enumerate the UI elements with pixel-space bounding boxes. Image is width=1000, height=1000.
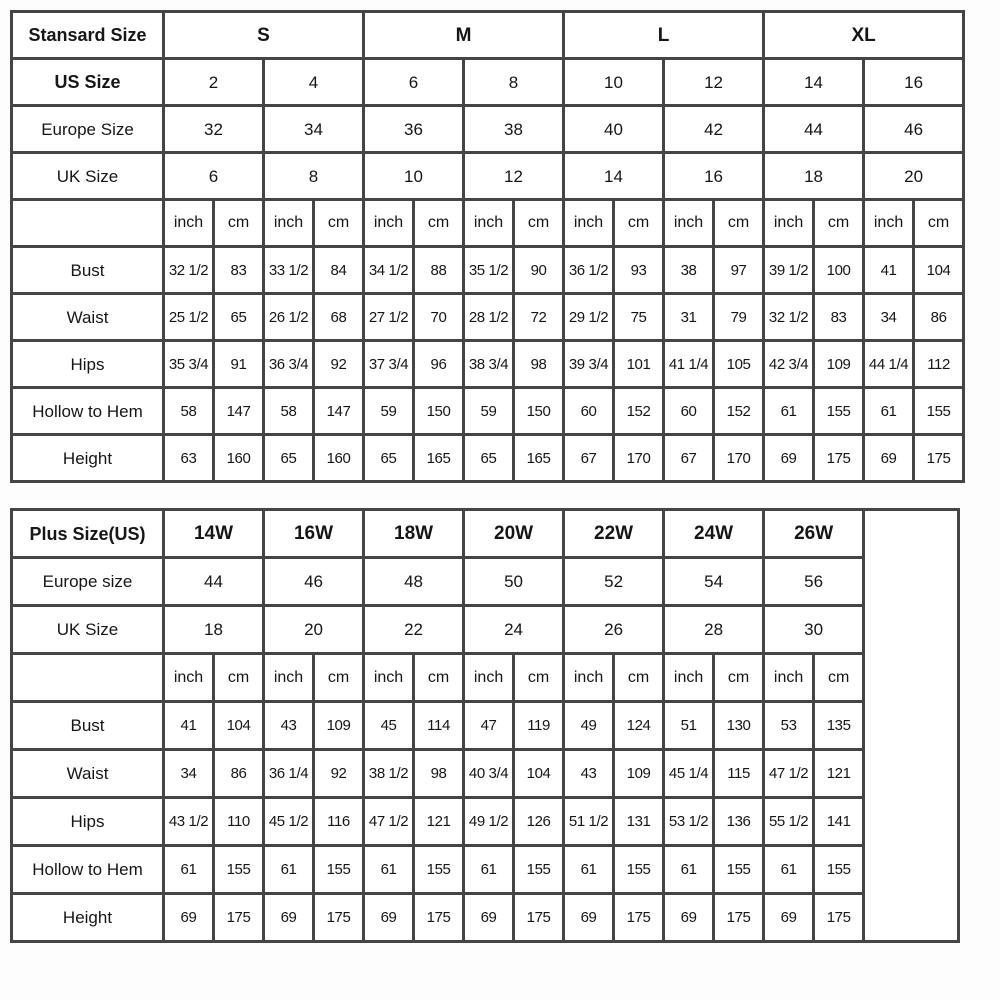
measure-value-cell: 135 [814, 702, 864, 750]
measure-value-cell: 35 3/4 [164, 341, 214, 388]
unit-label-cell: inch [464, 654, 514, 702]
row-label: US Size [12, 59, 164, 106]
measure-value-cell: 67 [564, 435, 614, 482]
measure-value-cell: 109 [814, 341, 864, 388]
measure-value-cell: 65 [264, 435, 314, 482]
unit-label-cell: inch [564, 654, 614, 702]
measure-value-cell: 105 [714, 341, 764, 388]
measure-value-cell: 136 [714, 798, 764, 846]
size-value-cell: 46 [264, 558, 364, 606]
size-value-cell: 40 [564, 106, 664, 153]
measure-value-cell: 155 [614, 846, 664, 894]
measure-value-cell: 152 [614, 388, 664, 435]
measure-value-cell: 35 1/2 [464, 247, 514, 294]
measure-value-cell: 67 [664, 435, 714, 482]
unit-label-cell: inch [564, 200, 614, 247]
measure-value-cell: 155 [714, 846, 764, 894]
size-value-cell: 6 [164, 153, 264, 200]
measure-value-cell: 69 [864, 435, 914, 482]
measure-value-cell: 38 3/4 [464, 341, 514, 388]
empty-label-cell [12, 654, 164, 702]
unit-label-cell: cm [914, 200, 964, 247]
measure-value-cell: 36 1/4 [264, 750, 314, 798]
unit-label-cell: inch [264, 200, 314, 247]
measure-value-cell: 86 [214, 750, 264, 798]
measure-value-cell: 38 1/2 [364, 750, 414, 798]
measure-value-cell: 91 [214, 341, 264, 388]
measure-value-cell: 70 [414, 294, 464, 341]
size-value-cell: 14 [564, 153, 664, 200]
measure-value-cell: 32 1/2 [764, 294, 814, 341]
row-label: UK Size [12, 606, 164, 654]
size-value-cell: 42 [664, 106, 764, 153]
measure-value-cell: 69 [664, 894, 714, 942]
measure-value-cell: 150 [514, 388, 564, 435]
measure-value-cell: 104 [214, 702, 264, 750]
measure-value-cell: 44 1/4 [864, 341, 914, 388]
measure-value-cell: 98 [414, 750, 464, 798]
size-chart-tables [10, 10, 1000, 943]
measure-value-cell: 51 [664, 702, 714, 750]
size-value-cell: 20 [264, 606, 364, 654]
measure-value-cell: 170 [714, 435, 764, 482]
measure-value-cell: 121 [414, 798, 464, 846]
unit-label-cell: inch [464, 200, 514, 247]
measure-value-cell: 51 1/2 [564, 798, 614, 846]
measure-value-cell: 147 [214, 388, 264, 435]
measure-value-cell: 147 [314, 388, 364, 435]
unit-label-cell: inch [864, 200, 914, 247]
measure-value-cell: 34 [864, 294, 914, 341]
measure-value-cell: 31 [664, 294, 714, 341]
measure-value-cell: 93 [614, 247, 664, 294]
unit-label-cell: cm [214, 200, 264, 247]
size-value-cell: 18 [764, 153, 864, 200]
row-label: Waist [12, 750, 164, 798]
measure-value-cell: 61 [664, 846, 714, 894]
size-value-cell: 46 [864, 106, 964, 153]
measure-value-cell: 47 [464, 702, 514, 750]
unit-label-cell: cm [514, 200, 564, 247]
size-value-cell: 22 [364, 606, 464, 654]
measure-value-cell: 114 [414, 702, 464, 750]
size-value-cell: 32 [164, 106, 264, 153]
measure-value-cell: 53 [764, 702, 814, 750]
measure-value-cell: 101 [614, 341, 664, 388]
size-group-header: 14W [164, 510, 264, 558]
measure-value-cell: 75 [614, 294, 664, 341]
measure-value-cell: 84 [314, 247, 364, 294]
size-group-header: 18W [364, 510, 464, 558]
unit-label-cell: cm [714, 654, 764, 702]
measure-value-cell: 110 [214, 798, 264, 846]
unit-label-cell: inch [764, 654, 814, 702]
size-value-cell: 24 [464, 606, 564, 654]
measure-value-cell: 175 [314, 894, 364, 942]
unit-label-cell: inch [264, 654, 314, 702]
size-group-header: 16W [264, 510, 364, 558]
measure-value-cell: 155 [814, 388, 864, 435]
unit-label-cell: cm [814, 654, 864, 702]
measure-value-cell: 124 [614, 702, 664, 750]
measure-value-cell: 116 [314, 798, 364, 846]
measure-value-cell: 43 [564, 750, 614, 798]
standard-size-table [10, 10, 965, 483]
measure-value-cell: 152 [714, 388, 764, 435]
measure-value-cell: 69 [564, 894, 614, 942]
measure-value-cell: 121 [814, 750, 864, 798]
measure-value-cell: 175 [714, 894, 764, 942]
measure-value-cell: 69 [764, 435, 814, 482]
empty-label-cell [12, 200, 164, 247]
measure-value-cell: 68 [314, 294, 364, 341]
unit-label-cell: cm [214, 654, 264, 702]
row-label: Waist [12, 294, 164, 341]
measure-value-cell: 60 [664, 388, 714, 435]
measure-value-cell: 37 3/4 [364, 341, 414, 388]
measure-value-cell: 61 [264, 846, 314, 894]
measure-value-cell: 115 [714, 750, 764, 798]
size-value-cell: 4 [264, 59, 364, 106]
measure-value-cell: 61 [164, 846, 214, 894]
measure-value-cell: 90 [514, 247, 564, 294]
unit-label-cell: inch [664, 654, 714, 702]
row-label: Hips [12, 341, 164, 388]
measure-value-cell: 45 1/4 [664, 750, 714, 798]
measure-value-cell: 165 [414, 435, 464, 482]
measure-value-cell: 97 [714, 247, 764, 294]
size-value-cell: 52 [564, 558, 664, 606]
measure-value-cell: 141 [814, 798, 864, 846]
measure-value-cell: 155 [914, 388, 964, 435]
measure-value-cell: 83 [214, 247, 264, 294]
measure-value-cell: 104 [514, 750, 564, 798]
measure-value-cell: 65 [364, 435, 414, 482]
measure-value-cell: 112 [914, 341, 964, 388]
size-value-cell: 16 [664, 153, 764, 200]
measure-value-cell: 104 [914, 247, 964, 294]
size-value-cell: 12 [664, 59, 764, 106]
size-value-cell: 50 [464, 558, 564, 606]
measure-value-cell: 43 1/2 [164, 798, 214, 846]
row-label: Bust [12, 702, 164, 750]
measure-value-cell: 160 [314, 435, 364, 482]
size-group-header: 26W [764, 510, 864, 558]
measure-value-cell: 175 [814, 435, 864, 482]
measure-value-cell: 61 [464, 846, 514, 894]
size-value-cell: 18 [164, 606, 264, 654]
measure-value-cell: 88 [414, 247, 464, 294]
size-value-cell: 8 [464, 59, 564, 106]
size-value-cell: 8 [264, 153, 364, 200]
measure-value-cell: 69 [164, 894, 214, 942]
measure-value-cell: 53 1/2 [664, 798, 714, 846]
size-value-cell: 56 [764, 558, 864, 606]
unit-label-cell: cm [514, 654, 564, 702]
measure-value-cell: 42 3/4 [764, 341, 814, 388]
plus-size-table [10, 508, 960, 943]
size-value-cell: 10 [564, 59, 664, 106]
measure-value-cell: 63 [164, 435, 214, 482]
measure-value-cell: 41 [164, 702, 214, 750]
size-value-cell: 26 [564, 606, 664, 654]
unit-label-cell: cm [614, 200, 664, 247]
measure-value-cell: 47 1/2 [764, 750, 814, 798]
row-label: Height [12, 435, 164, 482]
measure-value-cell: 96 [414, 341, 464, 388]
measure-value-cell: 45 [364, 702, 414, 750]
unit-label-cell: inch [764, 200, 814, 247]
measure-value-cell: 175 [414, 894, 464, 942]
measure-value-cell: 49 1/2 [464, 798, 514, 846]
measure-value-cell: 34 1/2 [364, 247, 414, 294]
unit-label-cell: cm [414, 200, 464, 247]
measure-value-cell: 150 [414, 388, 464, 435]
measure-value-cell: 109 [314, 702, 364, 750]
measure-value-cell: 69 [464, 894, 514, 942]
size-value-cell: 6 [364, 59, 464, 106]
row-label: UK Size [12, 153, 164, 200]
measure-value-cell: 36 1/2 [564, 247, 614, 294]
standard-size-table-title: Stansard Size [12, 12, 164, 59]
measure-value-cell: 175 [214, 894, 264, 942]
measure-value-cell: 45 1/2 [264, 798, 314, 846]
measure-value-cell: 175 [614, 894, 664, 942]
size-value-cell: 16 [864, 59, 964, 106]
measure-value-cell: 47 1/2 [364, 798, 414, 846]
size-group-header: 24W [664, 510, 764, 558]
measure-value-cell: 155 [214, 846, 264, 894]
measure-value-cell: 61 [764, 846, 814, 894]
measure-value-cell: 131 [614, 798, 664, 846]
measure-value-cell: 33 1/2 [264, 247, 314, 294]
row-label: Hollow to Hem [12, 846, 164, 894]
measure-value-cell: 175 [914, 435, 964, 482]
measure-value-cell: 65 [464, 435, 514, 482]
measure-value-cell: 27 1/2 [364, 294, 414, 341]
measure-value-cell: 41 1/4 [664, 341, 714, 388]
size-value-cell: 44 [164, 558, 264, 606]
size-group-header: 22W [564, 510, 664, 558]
measure-value-cell: 69 [764, 894, 814, 942]
measure-value-cell: 26 1/2 [264, 294, 314, 341]
measure-value-cell: 58 [164, 388, 214, 435]
measure-value-cell: 160 [214, 435, 264, 482]
row-label: Bust [12, 247, 164, 294]
measure-value-cell: 39 1/2 [764, 247, 814, 294]
measure-value-cell: 109 [614, 750, 664, 798]
size-value-cell: 20 [864, 153, 964, 200]
measure-value-cell: 59 [364, 388, 414, 435]
measure-value-cell: 155 [414, 846, 464, 894]
size-group-header: XL [764, 12, 964, 59]
measure-value-cell: 38 [664, 247, 714, 294]
measure-value-cell: 40 3/4 [464, 750, 514, 798]
unit-label-cell: inch [364, 654, 414, 702]
unit-label-cell: cm [414, 654, 464, 702]
measure-value-cell: 61 [564, 846, 614, 894]
size-value-cell: 38 [464, 106, 564, 153]
size-value-cell: 30 [764, 606, 864, 654]
measure-value-cell: 34 [164, 750, 214, 798]
measure-value-cell: 69 [364, 894, 414, 942]
measure-value-cell: 55 1/2 [764, 798, 814, 846]
measure-value-cell: 32 1/2 [164, 247, 214, 294]
size-value-cell: 28 [664, 606, 764, 654]
unit-label-cell: inch [164, 654, 214, 702]
measure-value-cell: 126 [514, 798, 564, 846]
measure-value-cell: 61 [864, 388, 914, 435]
row-label: Hollow to Hem [12, 388, 164, 435]
measure-value-cell: 98 [514, 341, 564, 388]
size-group-header: S [164, 12, 364, 59]
measure-value-cell: 86 [914, 294, 964, 341]
measure-value-cell: 28 1/2 [464, 294, 514, 341]
size-value-cell: 34 [264, 106, 364, 153]
plus-size-table-title: Plus Size(US) [12, 510, 164, 558]
measure-value-cell: 43 [264, 702, 314, 750]
measure-value-cell: 41 [864, 247, 914, 294]
measure-value-cell: 29 1/2 [564, 294, 614, 341]
measure-value-cell: 83 [814, 294, 864, 341]
unit-label-cell: cm [714, 200, 764, 247]
size-value-cell: 2 [164, 59, 264, 106]
size-group-header: L [564, 12, 764, 59]
size-group-header: M [364, 12, 564, 59]
measure-value-cell: 155 [814, 846, 864, 894]
size-value-cell: 36 [364, 106, 464, 153]
measure-value-cell: 175 [514, 894, 564, 942]
size-value-cell: 14 [764, 59, 864, 106]
row-label: Hips [12, 798, 164, 846]
measure-value-cell: 165 [514, 435, 564, 482]
measure-value-cell: 79 [714, 294, 764, 341]
measure-value-cell: 61 [364, 846, 414, 894]
measure-value-cell: 39 3/4 [564, 341, 614, 388]
measure-value-cell: 25 1/2 [164, 294, 214, 341]
size-value-cell: 12 [464, 153, 564, 200]
measure-value-cell: 155 [514, 846, 564, 894]
measure-value-cell: 65 [214, 294, 264, 341]
unit-label-cell: cm [314, 654, 364, 702]
unit-label-cell: inch [164, 200, 214, 247]
measure-value-cell: 175 [814, 894, 864, 942]
measure-value-cell: 100 [814, 247, 864, 294]
measure-value-cell: 60 [564, 388, 614, 435]
measure-value-cell: 59 [464, 388, 514, 435]
row-label: Europe size [12, 558, 164, 606]
unit-label-cell: inch [364, 200, 414, 247]
measure-value-cell: 36 3/4 [264, 341, 314, 388]
measure-value-cell: 119 [514, 702, 564, 750]
measure-value-cell: 69 [264, 894, 314, 942]
measure-value-cell: 170 [614, 435, 664, 482]
row-label: Europe Size [12, 106, 164, 153]
trailing-empty-cell [864, 510, 959, 942]
size-value-cell: 10 [364, 153, 464, 200]
measure-value-cell: 92 [314, 750, 364, 798]
size-value-cell: 48 [364, 558, 464, 606]
unit-label-cell: inch [664, 200, 714, 247]
unit-label-cell: cm [614, 654, 664, 702]
size-value-cell: 54 [664, 558, 764, 606]
measure-value-cell: 58 [264, 388, 314, 435]
size-value-cell: 44 [764, 106, 864, 153]
measure-value-cell: 49 [564, 702, 614, 750]
size-group-header: 20W [464, 510, 564, 558]
unit-label-cell: cm [314, 200, 364, 247]
measure-value-cell: 61 [764, 388, 814, 435]
unit-label-cell: cm [814, 200, 864, 247]
measure-value-cell: 72 [514, 294, 564, 341]
measure-value-cell: 155 [314, 846, 364, 894]
measure-value-cell: 130 [714, 702, 764, 750]
row-label: Height [12, 894, 164, 942]
measure-value-cell: 92 [314, 341, 364, 388]
